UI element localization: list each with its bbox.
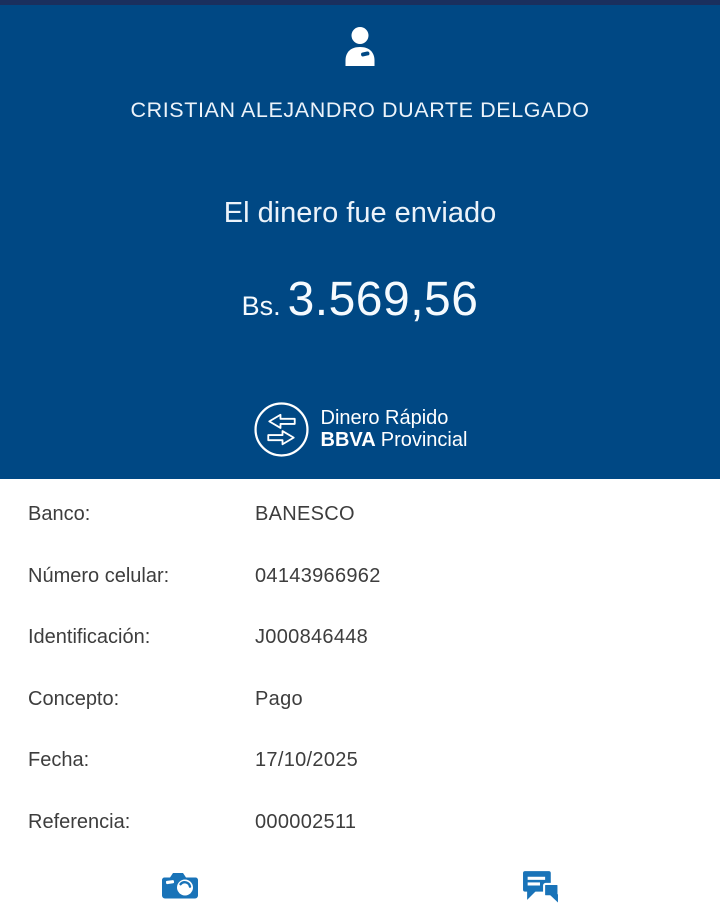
detail-label: Fecha: (28, 749, 90, 772)
currency-label: Bs. (241, 291, 281, 321)
detail-value: J000846448 (255, 626, 369, 649)
detail-value: Pago (255, 687, 303, 710)
detail-label: Concepto: (28, 687, 120, 710)
status-message: El dinero fue enviado (223, 197, 497, 229)
detail-row-referencia (28, 792, 720, 854)
user-icon (338, 25, 382, 71)
detail-row-numero-celular (28, 546, 720, 608)
detail-label: Número celular: (28, 564, 170, 587)
detail-value: BANESCO (255, 503, 355, 526)
chat-button[interactable] (518, 864, 563, 907)
brand-logo (253, 401, 468, 458)
amount-row (242, 272, 479, 327)
footer-left (0, 866, 360, 905)
detail-row-identificacion (28, 607, 720, 669)
recipient-name: CRISTIAN ALEJANDRO DUARTE DELGADO (130, 98, 590, 122)
detail-value: 04143966962 (255, 564, 381, 587)
detail-label: Banco: (28, 503, 91, 526)
detail-row-concepto (28, 669, 720, 731)
camera-button[interactable] (157, 866, 203, 905)
detail-row-fecha (28, 730, 720, 792)
detail-row-banco (28, 484, 720, 546)
transfer-arrows-icon (253, 401, 310, 458)
brand-name: BBVA Provincial (320, 428, 468, 451)
brand-logo-text (321, 408, 468, 451)
detail-label: Identificación: (28, 626, 151, 649)
amount-value: 3.569,56 (287, 273, 479, 326)
detail-value: 17/10/2025 (255, 749, 359, 772)
detail-value: 000002511 (255, 810, 357, 833)
chat-icon (522, 891, 559, 906)
product-name: Dinero Rápido (320, 407, 449, 430)
footer-actions (0, 853, 720, 913)
transaction-details (0, 479, 720, 853)
camera-icon (161, 889, 199, 904)
footer-right (360, 864, 720, 907)
status-bar-strip (0, 0, 720, 5)
detail-label: Referencia: (28, 810, 131, 833)
